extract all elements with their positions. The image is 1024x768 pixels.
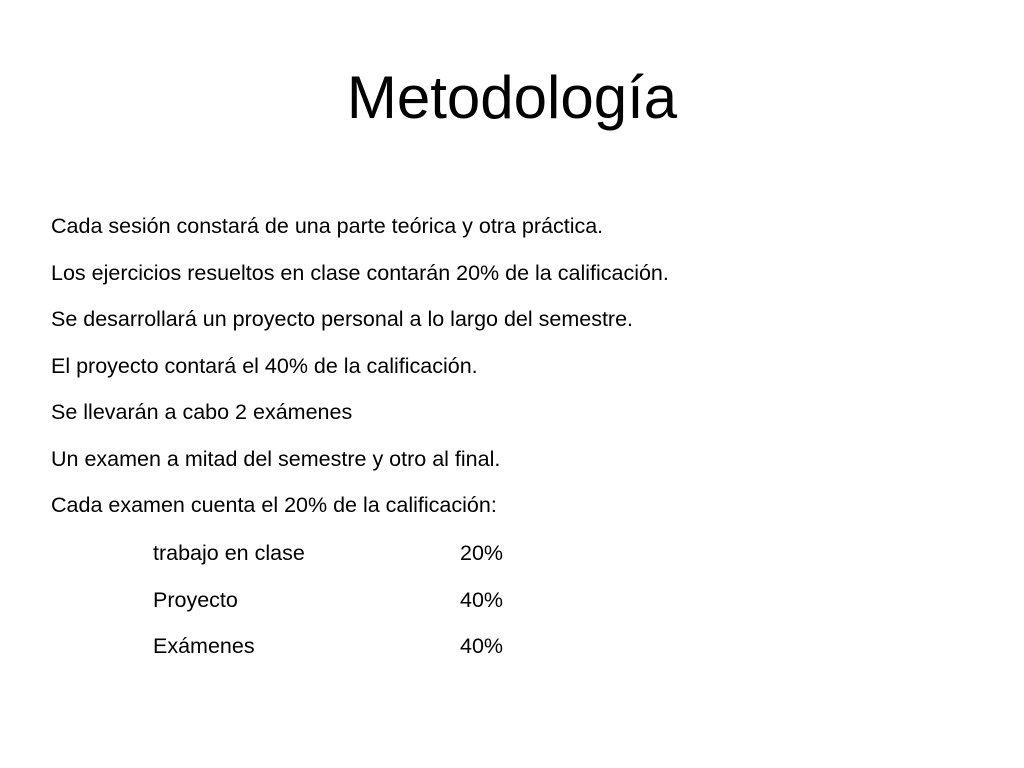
methodology-line: Se llevarán a cabo 2 exámenes [51,400,353,424]
grade-breakdown-table [153,540,503,680]
grade-label: Exámenes [153,634,255,658]
grade-row [153,633,503,659]
grade-label: Proyecto [153,587,238,612]
methodology-line: Cada sesión constará de una parte teórica y otra práctica. [51,214,604,238]
grade-row [153,587,503,613]
methodology-line: Se desarrollará un proyecto personal a lo largo del semestre. [51,307,634,331]
grade-row [153,540,503,566]
methodology-line: Los ejercicios resueltos en clase contarán 20% de la calificación. [51,260,669,285]
grade-value: 40% [460,634,504,658]
grade-value: 40% [460,587,504,612]
methodology-lines [51,213,669,539]
methodology-line: Cada examen cuenta el 20% de la calificación: [51,493,497,517]
slide-title: Metodología [346,64,678,131]
methodology-line: Un examen a mitad del semestre y otro al final. [51,446,501,471]
grade-label: trabajo en clase [153,541,305,565]
methodology-line: El proyecto contará el 40% de la calificación. [51,353,478,378]
grade-value: 20% [460,541,504,565]
